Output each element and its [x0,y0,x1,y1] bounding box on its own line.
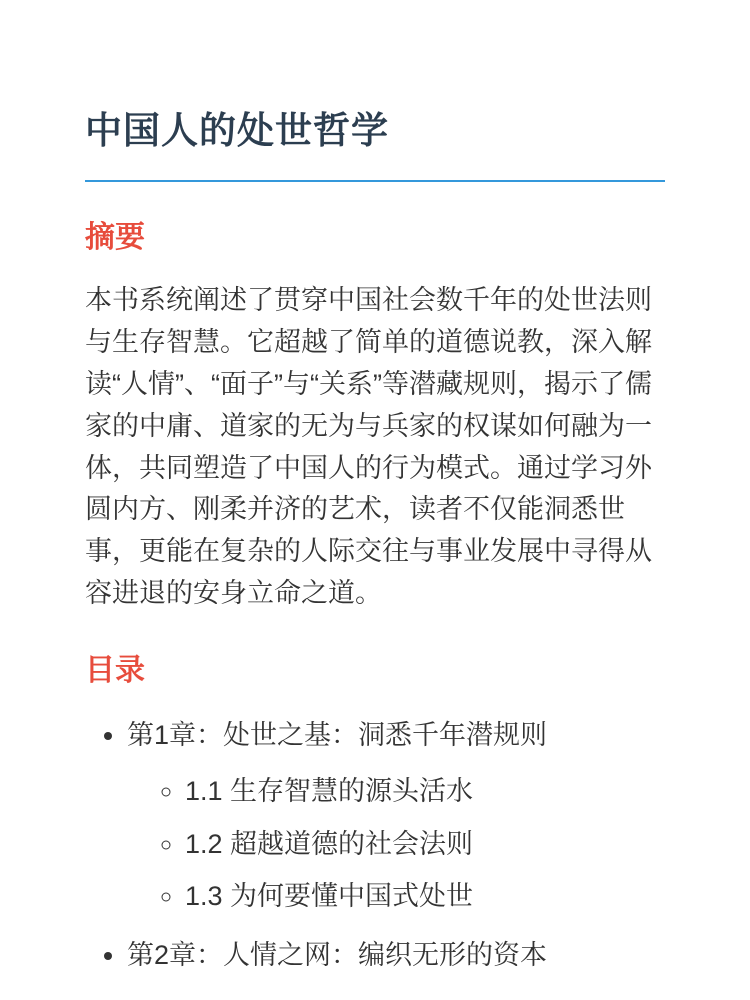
abstract-paragraph: 本书系统阐述了贯穿中国社会数千年的处世法则与生存智慧。它超越了简单的道德说教，深入解读“人情”、“面子”与“关系”等潜藏规则，揭示了儒家的中庸、道家的无为与兵家的权谋如何融为一体，共同塑造了中国人的行为模式。通过学习外圆内方、刚柔并济的艺术，读者不仅能洞悉世事，更能在复杂的人际交往与事业发展中寻得从容进退的安身立命之道。 [85,285,652,609]
toc-chapter-item [127,937,665,973]
toc-chapter-label: 第2章：人情之网：编织无形的资本 [127,939,548,970]
abstract-heading: 摘要 [85,221,145,255]
page-title: 中国人的处世哲学 [85,108,665,182]
toc-chapter-label: 第1章：处世之基：洞悉千年潜规则 [127,720,548,750]
toc-section-item: ◦ 1.3 为何要懂中国式处世 [185,878,665,914]
toc-list [85,717,665,973]
toc-chapter-item [127,717,665,915]
toc-section-item: ◦ 1.2 超越道德的社会法则 [185,826,665,862]
toc-heading: 目录 [85,654,145,687]
toc-section-item: ◦ 1.1 生存智慧的源头活水 [185,773,665,809]
toc-sublist [127,773,665,914]
